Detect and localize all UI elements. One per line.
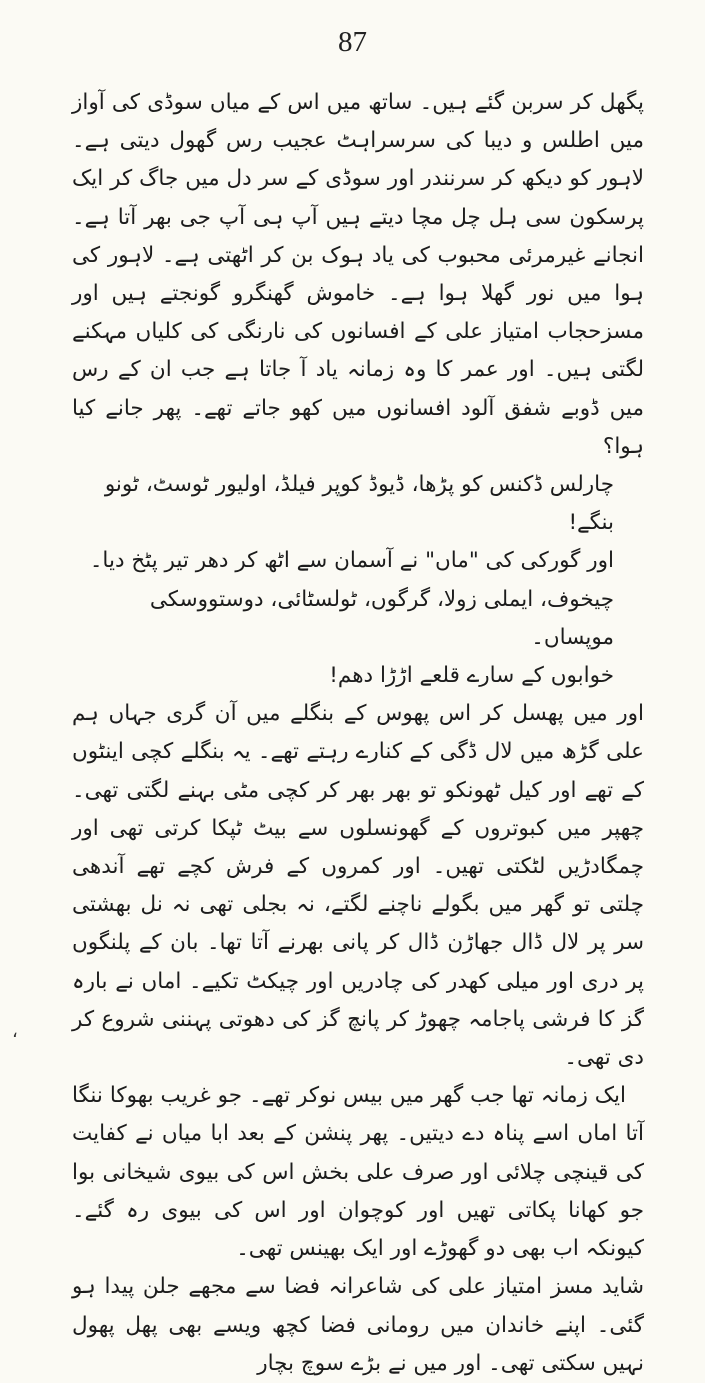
line-dickens: چارلس ڈکنس کو پڑھا، ڈیوڈ کوپر فیلڈ، اولیور ٹوسٹ، ٹونو بنگے! [104,472,614,536]
line-dreams: خوابوں کے سارے قلعے اڑڑا دھم! [329,663,614,689]
page-body [72,84,644,1383]
paragraph-lahore: پگھل کر سربن گئے ہیں۔ ساتھ میں اس کے میاں سوڈی کی آواز میں اطلس و دیبا کی سرسراہٹ عجیب رس گھول دیتی ہے۔ لاہور کو دیکھ کر سرنندر اور سوڈی کے سر دل میں جاگ کر ایک پرسکون سی ہل چل مچا دیتے ہیں آپ ہی آپ جی بھر آتا ہے۔ انجانے غیرمرئی محبوب کی یاد ہوک بن کر اٹھتی ہے۔ لاہور کی ہوا میں نور گھلا ہوا ہے۔ خاموش گھنگرو گونجتے ہیں اور مسزحجاب امتیاز علی کے افسانوں کی نارنگی کی کلیاں مہکنے لگتی ہیں۔ اور عمر کا وہ زمانہ یاد آ جاتا ہے جب ان کے رس میں ڈوبے شفق آلود افسانوں میں کھو جاتے تھے۔ پھر جانے کیا ہوا؟ [72,90,644,459]
paragraph-jealousy: شاید مسز امتیاز علی کی شاعرانہ فضا سے مجھے جلن پیدا ہو گئی۔ اپنے خاندان میں رومانی فضا کچھ ویسے بھی پھل پھول نہیں سکتی تھی۔ اور میں نے بڑے سوچ بچار [72,1274,644,1376]
paragraph-bungalow: اور میں پھسل کر اس پھوس کے بنگلے میں آن گری جہاں ہم علی گڑھ میں لال ڈگی کے کنارے رہتے تھے۔ یہ بنگلے کچی اینٹوں کے تھے اور کیل ٹھونکو تو بھر بھر کر کچی مٹی بہنے لگتی تھی۔ چھپر میں کبوتروں کے گھونسلوں سے بیٹ ٹپکا کرتی تھی اور چمگادڑیں لٹکتی تھیں۔ اور کمروں کے فرش کچے تھے آندھی چلتی تو گھر میں بگولے ناچنے لگتے، نہ بجلی تھی نہ نل بھشتی سر پر لال ڈال جھاڑن ڈال کر پانی بھرنے آتا تھا۔ بان کے پلنگوں پر دری اور میلی کھدر کی چادریں اور چیکٹ تکیے۔ اماں نے بارہ گز کا فرشی پاجامہ چھوڑ کر پانچ گز کی دھوتی پہننی شروع کر دی تھی۔ [72,701,644,1071]
page-corner-mark: ، [12,1021,18,1042]
paragraph-servants: ایک زمانہ تھا جب گھر میں بیس نوکر تھے۔ جو غریب بھوکا ننگا آتا اماں اسے پناہ دے دیتیں۔ پھر پنشن کے بعد ابا میاں نے کفایت کی قینچی چلائی اور صرف علی بخش اس کی بیوی شیخانی بوا جو کھانا پکاتی تھیں اور کوچوان اور اس کی بیوی رہ گئے۔ کیونکہ اب بھی دو گھوڑے اور ایک بھینس تھی۔ [72,1083,644,1262]
page-number: 87 [338,26,367,58]
line-gorky: اور گورکی کی "ماں" نے آسمان سے اٹھ کر دھر تیر پٹخ دیا۔ [89,548,614,574]
line-chekhov: چیخوف، ایملی زولا، گرگوں، ٹولسٹائی، دوستووسکی موپساں۔ [149,586,614,650]
